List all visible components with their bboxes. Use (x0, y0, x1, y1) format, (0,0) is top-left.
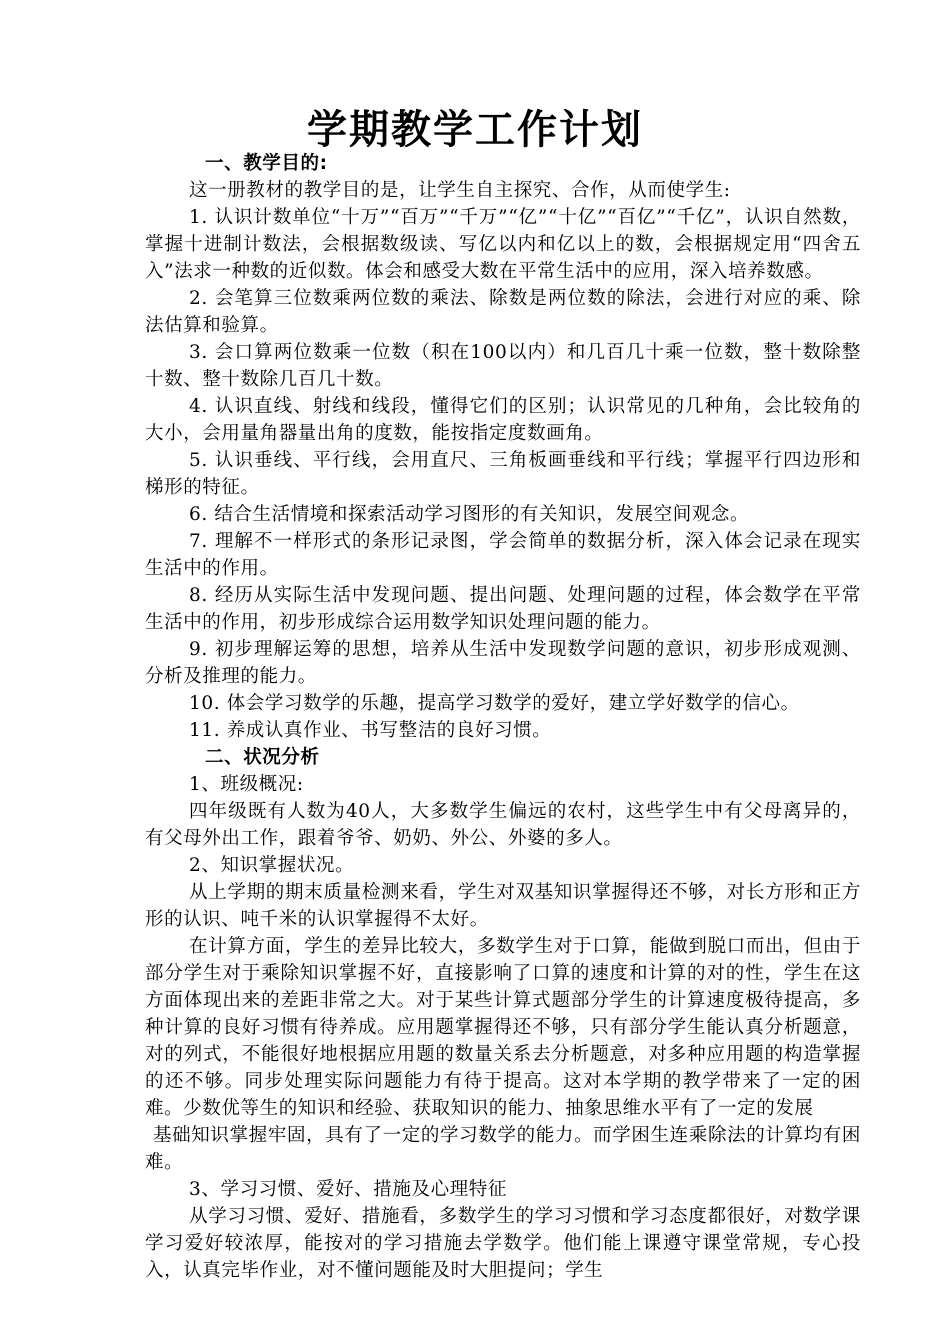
subsection-title-habits: 3、学习习惯、爱好、措施及心理特征 (189, 1179, 507, 1200)
knowledge-text: 从上学期的期末质量检测来看，学生对双基知识掌握得还不够，对长方形和正方形的认识、吨千米的认识掌握得不太好。 (145, 882, 861, 930)
objective-item: 10. 体会学习数学的乐趣，提高学习数学的爱好，建立学好数学的信心。 (189, 693, 800, 714)
subsection-title-class-overview: 1、班级概况: (189, 774, 304, 795)
calculation-text: 在计算方面，学生的差异比较大，多数学生对于口算，能做到脱口而出，但由于部分学生对于乘除知识掌握不好，直接影响了口算的速度和计算的对的性，学生在这方面体现出来的差距非常之大。对于某些计算式题部分学生的计算速度极待提高，多种计算的良好习惯有待养成。应用题掌握得还不够，只有部分学生能认真分析题意，对的列式，不能很好地根据应用题的数量关系去分析题意，对多种应用题的构造掌握的还不够。同步处理实际问题能力有待于提高。这对本学期的教学带来了一定的困难。少数优等生的知识和经验、获取知识的能力、抽象思维水平有了一定的发展 (145, 936, 861, 1119)
objective-item: 5. 认识垂线、平行线，会用直尺、三角板画垂线和平行线；掌握平行四边形和梯形的特征。 (145, 450, 861, 498)
class-overview-text: 四年级既有人数为40人，大多数学生偏远的农村，这些学生中有父母离异的，有父母外出工作，跟着爷爷、奶奶、外公、外婆的多人。 (145, 801, 861, 849)
page-title: 学期教学工作计划 (307, 107, 643, 153)
objective-item: 11. 养成认真作业、书写整洁的良好习惯。 (189, 720, 552, 741)
objective-item: 8. 经历从实际生活中发现问题、提出问题、处理问题的过程，体会数学在平常生活中的作用，初步形成综合运用数学知识处理问题的能力。 (145, 585, 861, 633)
objective-item: 4. 认识直线、射线和线段，懂得它们的区别；认识常见的几种角，会比较角的大小，会用量角器量出角的度数，能按指定度数画角。 (145, 396, 861, 444)
objectives-intro: 这一册教材的教学目的是，让学生自主探究、合作，从而使学生: (189, 180, 731, 201)
habits-text: 从学习习惯、爱好、措施看，多数学生的学习习惯和学习态度都很好，对数学课学习爱好较浓厚，能按对的学习措施去学数学。他们能上课遵守课堂常规，专心投入，认真完毕作业，对不懂问题能及时大胆提问；学生 (145, 1206, 861, 1281)
objective-item: 6. 结合生活情境和探索活动学习图形的有关知识，发展空间观念。 (189, 504, 750, 525)
objective-item: 7. 理解不一样形式的条形记录图，学会简单的数据分析，深入体会记录在现实生活中的作用。 (145, 531, 861, 579)
objective-item: 1. 认识计数单位“十万”“百万”“千万”“亿”“十亿”“百亿”“千亿”，认识自然数，掌握十进制计数法，会根据数级读、写亿以内和亿以上的数，会根据规定用“四舍五入”法求一种数的近似数。体会和感受大数在平常生活中的应用，深入培养数感。 (145, 207, 861, 282)
document-body (145, 150, 861, 1284)
objective-item: 3. 会口算两位数乘一位数（积在100以内）和几百几十乘一位数，整十数除整十数、整十数除几百几十数。 (145, 342, 861, 390)
section-heading-analysis: 二、状况分析 (205, 747, 320, 768)
subsection-title-knowledge: 2、知识掌握状况。 (189, 855, 355, 876)
objective-item: 9. 初步理解运筹的思想，培养从生活中发现数学问题的意识，初步形成观测、分析及推理的能力。 (145, 639, 861, 687)
foundation-text: 基础知识掌握牢固，具有了一定的学习数学的能力。而学困生连乘除法的计算均有困难。 (145, 1125, 861, 1173)
objective-item: 2. 会笔算三位数乘两位数的乘法、除数是两位数的除法，会进行对应的乘、除法估算和验算。 (145, 288, 861, 336)
section-heading-objectives: 一、教学目的: (205, 153, 328, 174)
